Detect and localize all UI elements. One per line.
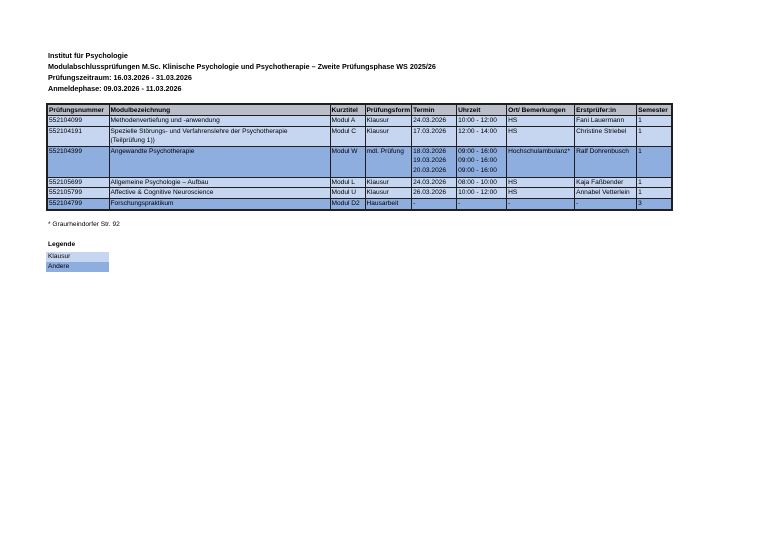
exam-number: 552104799 [47, 198, 109, 209]
semester: 1 [637, 146, 672, 177]
registration-period: Anmeldephase: 09.03.2026 - 11.03.2026 [48, 84, 182, 93]
exam-time: 10:00 - 12:00 [457, 188, 507, 199]
module-name: Allgemeine Psychologie – Aufbau [109, 177, 330, 188]
module-short: Modul W [330, 146, 365, 177]
module-name: Spezielle Störungs- und Verfahrenslehre der Psychotherapie [110, 127, 288, 135]
column-header: Ort/ Bemerkungen [507, 104, 575, 116]
table-header-row [47, 104, 672, 116]
semester: 3 [637, 198, 672, 209]
legend [46, 252, 109, 272]
column-header: Prüfungsform [365, 104, 412, 116]
exam-number: 552105699 [47, 177, 109, 188]
semester: 1 [637, 188, 672, 199]
examiner: Christine Striebel [575, 126, 637, 146]
module-name: Affective & Cognitive Neuroscience [109, 188, 330, 199]
exam-form: Klausur [365, 116, 412, 127]
examiner: - [575, 198, 637, 209]
column-header: Prüfungsnummer [47, 104, 109, 116]
exam-time: 09:00 - 16:00 [458, 166, 497, 174]
examiner: Kaja Faßbender [575, 177, 637, 188]
exam-number: 552104399 [47, 146, 109, 177]
exam-table [46, 103, 673, 211]
module-short: Modul D2 [330, 198, 365, 209]
examiner: Ralf Dohrenbusch [575, 146, 637, 177]
exam-date: - [412, 198, 457, 209]
module-name-cell [109, 126, 330, 146]
module-name: Methodenvertiefung und -anwendung [109, 116, 330, 127]
column-header: Termin [412, 104, 457, 116]
document-header [48, 50, 436, 94]
institute-name: Institut für Psychologie [48, 51, 128, 60]
module-short: Modul U [330, 188, 365, 199]
exam-period: Prüfungszeitraum: 16.03.2026 - 31.03.2026 [48, 73, 192, 82]
exam-time: 08:00 - 10:00 [457, 177, 507, 188]
exam-place: - [507, 198, 575, 209]
exam-date: 18.03.2026 [413, 147, 447, 155]
table-row [47, 198, 672, 209]
exam-time: 10:00 - 12:00 [457, 116, 507, 127]
module-name-continued: (Teilprüfung 1)) [110, 137, 155, 145]
exam-place: HS [507, 116, 575, 127]
exam-date: 20.03.2026 [413, 166, 447, 174]
exam-date: 24.03.2026 [412, 116, 457, 127]
exam-place: HS [507, 177, 575, 188]
exam-time: 12:00 - 14:00 [457, 126, 507, 146]
exam-time: 09:00 - 16:00 [458, 147, 497, 155]
module-name: Angewandte Psychotherapie [109, 146, 330, 177]
exam-form: Klausur [365, 177, 412, 188]
exam-form: Klausur [365, 188, 412, 199]
module-short: Modul L [330, 177, 365, 188]
examiner: Fani Lauermann [575, 116, 637, 127]
legend-title: Legende [48, 241, 76, 248]
exam-place: HS [507, 188, 575, 199]
table-row [47, 116, 672, 127]
exam-times [457, 146, 507, 177]
exam-date: 24.03.2026 [412, 177, 457, 188]
exam-form: mdl. Prüfung [365, 146, 412, 177]
exam-place: Hochschulambulanz* [507, 146, 575, 177]
exam-date: 17.03.2026 [412, 126, 457, 146]
semester: 1 [637, 177, 672, 188]
column-header: Semester [637, 104, 672, 116]
footnote: * Graurheindorfer Str. 92 [48, 221, 120, 228]
legend-item-klausur: Klausur [46, 252, 109, 262]
module-short: Modul A [330, 116, 365, 127]
exam-form: Klausur [365, 126, 412, 146]
table-row [47, 146, 672, 177]
column-header: Kurztitel [330, 104, 365, 116]
exam-form: Hausarbeit [365, 198, 412, 209]
document-title: Modulabschlussprüfungen M.Sc. Klinische Psychologie und Psychotherapie – Zweite Prüfungsphase WS 2025/26 [48, 62, 436, 71]
module-name: Forschungspraktikum [109, 198, 330, 209]
table-row [47, 188, 672, 199]
table-row [47, 177, 672, 188]
exam-number: 552104191 [47, 126, 109, 146]
legend-item-andere: Andere [46, 262, 109, 272]
column-header: Modulbezeichnung [109, 104, 330, 116]
module-short: Modul C [330, 126, 365, 146]
semester: 1 [637, 116, 672, 127]
exam-date: 19.03.2026 [413, 157, 447, 165]
semester: 1 [637, 126, 672, 146]
examiner: Annabel Vetterlein [575, 188, 637, 199]
exam-number: 552104099 [47, 116, 109, 127]
exam-time: - [457, 198, 507, 209]
exam-number: 552105799 [47, 188, 109, 199]
exam-place: HS [507, 126, 575, 146]
exam-date: 26.03.2026 [412, 188, 457, 199]
exam-dates [412, 146, 457, 177]
table-row [47, 126, 672, 146]
column-header: Uhrzeit [457, 104, 507, 116]
column-header: Erstprüfer:in [575, 104, 637, 116]
exam-time: 09:00 - 16:00 [458, 157, 497, 165]
